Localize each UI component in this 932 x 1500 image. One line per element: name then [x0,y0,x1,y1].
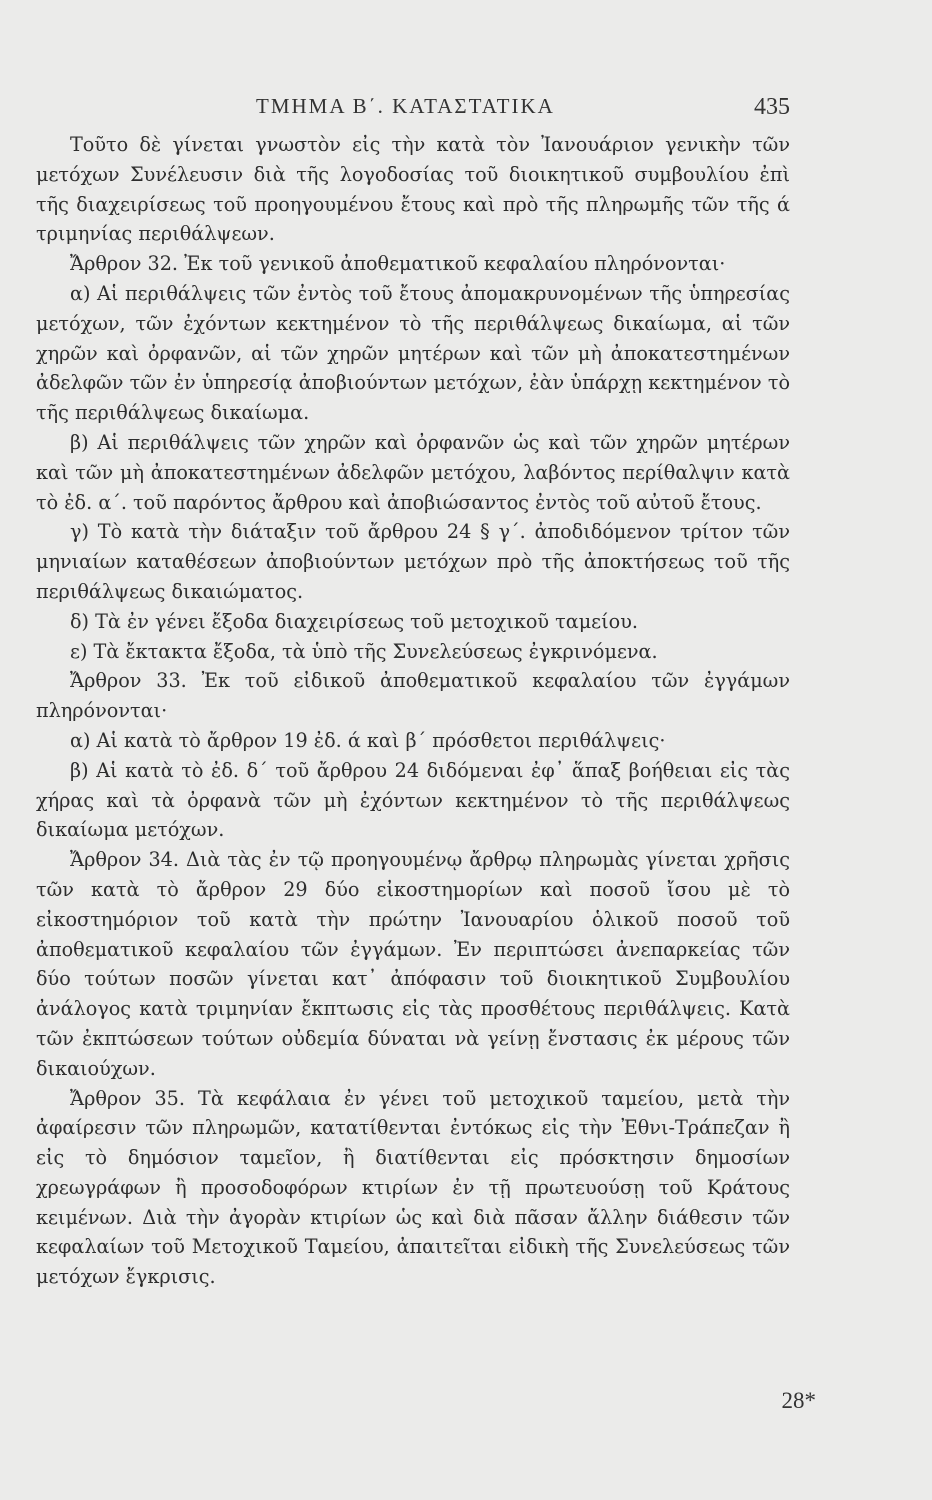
page-number: 435 [754,94,790,120]
paragraph-article-35: Ἄρθρον 35. Τὰ κεφάλαια ἐν γένει τοῦ μετοχικοῦ ταμείου, μετὰ τὴν ἀφαίρεσιν τῶν πληρωμῶν, κατατίθενται ἐντόκως εἰς τὴν Ἐθνι-Τράπεζαν ἢ εἰς τὸ δημόσιον ταμεῖον, ἢ διατίθενται εἰς πρόσκτησιν δημοσίων χρεωγράφων ἢ προσοδοφόρων κτιρίων ἐν τῇ πρωτευούσῃ τοῦ Κράτους κειμένων. Διὰ τὴν ἀγορὰν κτιρίων ὡς καὶ διὰ πᾶσαν ἄλλην διάθεσιν τῶν κεφαλαίων τοῦ Μετοχικοῦ Ταμείου, ἀπαιτεῖται εἰδικὴ τῆς Συνελεύσεως τῶν μετόχων ἔγκρισις. [36,1086,790,1289]
paragraph-article-32-c: γ) Τὸ κατὰ τὴν διάταξιν τοῦ ἄρθρου 24 § γ΄. ἀποδιδόμενον τρίτον τῶν μηνιαίων καταθέσεων ἀποβιούντων μετόχων πρὸ τῆς ἀποκτήσεως τοῦ τῆς περιθάλψεως δικαιώματος. [36,520,790,603]
paragraph-article-32-e: ε) Τὰ ἔκτακτα ἔξοδα, τὰ ὑπὸ τῆς Συνελεύσεως ἐγκρινόμενα. [70,639,658,663]
page-header [36,94,790,124]
signature-mark: 28* [781,1388,816,1413]
running-title: ΤΜΗΜΑ Β΄. ΚΑΤΑΣΤΑΤΙΚΑ [256,94,555,118]
paragraph-intro: Τοῦτο δὲ γίνεται γνωστὸν εἰς τὴν κατὰ τὸν Ἰανουάριον γενικὴν τῶν μετόχων Συνέλευσιν διὰ τῆς λογοδοσίας τοῦ διοικητικοῦ συμβουλίου ἐπὶ τῆς διαχειρίσεως τοῦ προηγουμένου ἔτους καὶ πρὸ τῆς πληρωμῆς τῶν τῆς ά τριμηνίας περιθάλψεων. [36,133,790,246]
paragraph-article-32-b: β) Αἱ περιθάλψεις τῶν χηρῶν καὶ ὀρφανῶν ὡς καὶ τῶν χηρῶν μητέρων καὶ τῶν μὴ ἀποκατεστημένων ἀδελφῶν μετόχου, λαβόντος περίθαλψιν κατὰ τὸ ἐδ. α΄. τοῦ παρόντος ἄρθρου καὶ ἀποβιώσαντος ἐντὸς τοῦ αὐτοῦ ἔτους. [36,430,790,514]
body-text [36,130,790,1292]
paragraph-article-32-a: α) Αἱ περιθάλψεις τῶν ἐντὸς τοῦ ἔτους ἀπομακρυνομένων τῆς ὑπηρεσίας μετόχων, τῶν ἐχόντων κεκτημένον τὸ τῆς περιθάλψεως δικαίωμα, αἱ τῶν χηρῶν καὶ ὀρφανῶν, αἱ τῶν χηρῶν μητέρων καὶ τῶν μὴ ἀποκατεστημένων ἀδελφῶν τῶν ἐν ὑπηρεσίᾳ ἀποβιούντων μετόχων, ἐὰν ὑπάρχῃ κεκτημένον τὸ τῆς περιθάλψεως δικαίωμα. [36,281,790,425]
paragraph-article-33-a: α) Αἱ κατὰ τὸ ἄρθρον 19 ἐδ. ά καὶ β΄ πρόσθετοι περιθάλψεις· [70,728,666,752]
paragraph-article-32-d: δ) Τὰ ἐν γένει ἔξοδα διαχειρίσεως τοῦ μετοχικοῦ ταμείου. [70,609,638,633]
paragraph-article-32: Ἄρθρον 32. Ἐκ τοῦ γενικοῦ ἀποθεματικοῦ κεφαλαίου πληρόνονται· [70,252,726,276]
paragraph-article-34: Ἄρθρον 34. Διὰ τὰς ἐν τῷ προηγουμένῳ ἄρθρῳ πληρωμὰς γίνεται χρῆσις τῶν κατὰ τὸ ἄρθρον 29 δύο εἰκοστημορίων καὶ ποσοῦ ἴσου μὲ τὸ εἰκοστημόριον τοῦ κατὰ τὴν πρώτην Ἰανουαρίου ὁλικοῦ ποσοῦ τοῦ ἀποθεματικοῦ κεφαλαίου τῶν ἐγγάμων. Ἐν περιπτώσει ἀνεπαρκείας τῶν δύο τούτων ποσῶν γίνεται κατ᾽ ἀπόφασιν τοῦ διοικητικοῦ Συμβουλίου ἀνάλογος κατὰ τριμηνίαν ἔκπτωσις εἰς τὰς προσθέτους περιθάλψεις. Κατὰ τῶν ἐκπτώσεων τούτων οὐδεμία δύναται νὰ γείνῃ ἔνστασις ἐκ μέρους τῶν δικαιούχων. [36,848,790,1080]
paragraph-article-33-b: β) Αἱ κατὰ τὸ ἐδ. δ΄ τοῦ ἄρθρου 24 διδόμεναι ἐφ᾽ ἅπαξ βοήθειαι εἰς τὰς χήρας καὶ τὰ ὀρφανὰ τῶν μὴ ἐχόντων κεκτημένον τὸ τῆς περιθάλψεως δικαίωμα μετόχων. [36,758,790,842]
paragraph-article-33: Ἄρθρον 33. Ἐκ τοῦ εἰδικοῦ ἀποθεματικοῦ κεφαλαίου τῶν ἐγγάμων πληρόνονται· [36,669,790,723]
